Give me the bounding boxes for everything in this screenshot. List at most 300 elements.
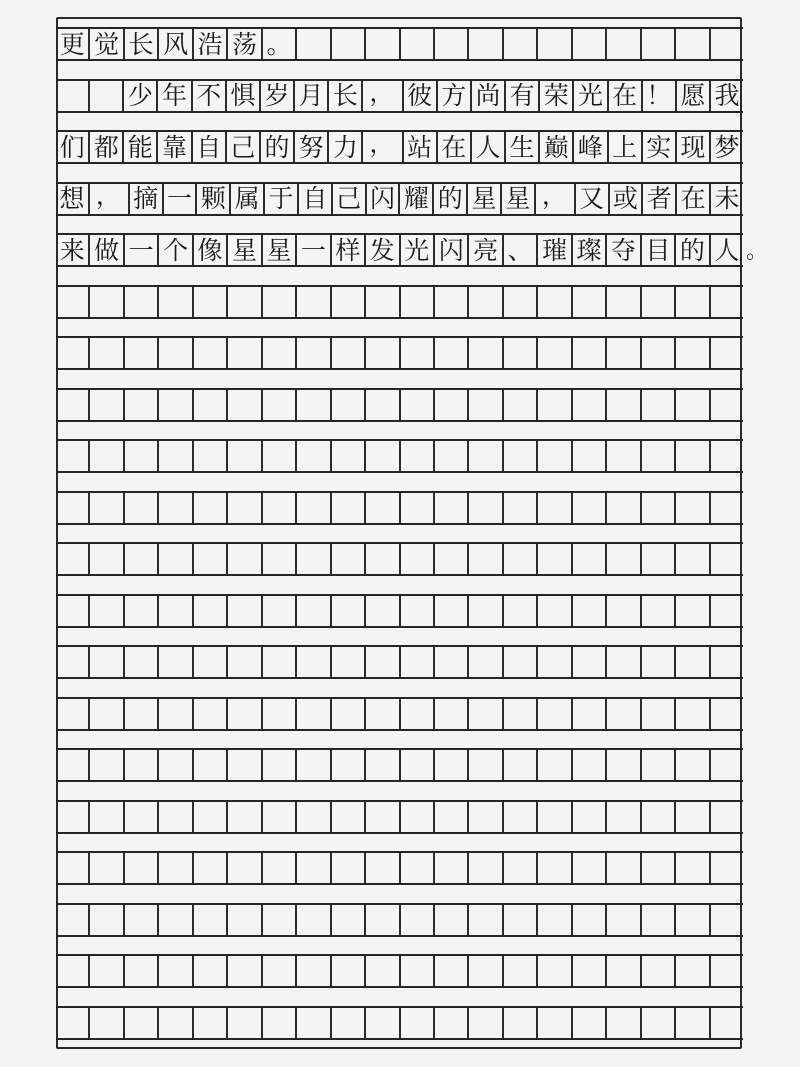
grid-cell: 靠 bbox=[158, 132, 192, 162]
grid-cell: 摘 bbox=[130, 184, 164, 214]
grid-cell bbox=[711, 493, 743, 523]
grid-cell bbox=[435, 750, 469, 780]
grid-cell bbox=[676, 493, 710, 523]
grid-cell bbox=[573, 905, 607, 935]
grid-cell bbox=[194, 647, 228, 677]
grid-cell bbox=[607, 853, 641, 883]
grid-cell: ， bbox=[90, 184, 130, 214]
grid-cell bbox=[401, 287, 435, 317]
grid-cell bbox=[435, 493, 469, 523]
grid-cell: 耀 bbox=[400, 184, 434, 214]
grid-row bbox=[56, 491, 743, 525]
grid-cell: 星 bbox=[228, 235, 262, 265]
grid-cell bbox=[90, 338, 124, 368]
grid-cell bbox=[607, 29, 641, 59]
grid-row bbox=[56, 285, 743, 319]
grid-cell bbox=[607, 596, 641, 626]
grid-cell bbox=[573, 29, 607, 59]
grid-cell bbox=[676, 287, 710, 317]
grid-cell bbox=[366, 544, 400, 574]
grid-cell bbox=[676, 956, 710, 986]
grid-cell bbox=[642, 287, 676, 317]
grid-cell bbox=[332, 29, 366, 59]
grid-cell bbox=[159, 338, 193, 368]
grid-cell: 长 bbox=[329, 81, 363, 111]
grid-cell: 夺 bbox=[607, 235, 641, 265]
grid-cell bbox=[676, 750, 710, 780]
grid-cell bbox=[711, 647, 743, 677]
grid-cell bbox=[538, 905, 572, 935]
grid-cell bbox=[573, 493, 607, 523]
grid-cell bbox=[194, 956, 228, 986]
grid-cell bbox=[573, 802, 607, 832]
grid-cell bbox=[90, 390, 124, 420]
grid-cell bbox=[194, 596, 228, 626]
grid-cell bbox=[469, 287, 503, 317]
grid-cell bbox=[194, 905, 228, 935]
grid-cell bbox=[711, 29, 743, 59]
grid-cell bbox=[297, 647, 331, 677]
grid-cell: 颗 bbox=[197, 184, 231, 214]
grid-cell bbox=[90, 802, 124, 832]
grid-cell bbox=[538, 596, 572, 626]
grid-cell: 长 bbox=[125, 29, 159, 59]
grid-cell bbox=[263, 441, 297, 471]
grid-cell bbox=[228, 1008, 262, 1038]
grid-row bbox=[56, 954, 743, 988]
grid-cell: 属 bbox=[231, 184, 265, 214]
grid-cell: 做 bbox=[90, 235, 124, 265]
grid-cell bbox=[159, 596, 193, 626]
grid-cell bbox=[711, 699, 743, 729]
grid-cell bbox=[366, 287, 400, 317]
grid-cell bbox=[607, 750, 641, 780]
grid-cell bbox=[435, 647, 469, 677]
grid-cell bbox=[228, 596, 262, 626]
grid-cell bbox=[56, 81, 90, 111]
grid-cell bbox=[711, 441, 743, 471]
grid-cell bbox=[538, 493, 572, 523]
grid-cell bbox=[435, 905, 469, 935]
grid-cell: 我 bbox=[714, 81, 740, 110]
grid-cell bbox=[435, 853, 469, 883]
grid-cell bbox=[159, 956, 193, 986]
grid-cell bbox=[90, 647, 124, 677]
grid-cell: 在 bbox=[438, 132, 472, 162]
grid-cell bbox=[228, 647, 262, 677]
grid-cell bbox=[332, 544, 366, 574]
grid-cell bbox=[401, 544, 435, 574]
grid-cell: 站 bbox=[404, 132, 438, 162]
overflow-period: 。 bbox=[746, 239, 769, 264]
grid-cell: 上 bbox=[609, 132, 643, 162]
grid-cell bbox=[332, 750, 366, 780]
grid-cell bbox=[401, 956, 435, 986]
grid-cell bbox=[435, 699, 469, 729]
grid-cell bbox=[538, 956, 572, 986]
grid-cell bbox=[642, 1008, 676, 1038]
grid-cell bbox=[366, 750, 400, 780]
grid-cell bbox=[469, 802, 503, 832]
grid-cell bbox=[469, 29, 503, 59]
grid-cell bbox=[228, 493, 262, 523]
grid-cell bbox=[504, 647, 538, 677]
grid-cell bbox=[607, 287, 641, 317]
grid-cell bbox=[366, 390, 400, 420]
grid-cell: 能 bbox=[124, 132, 158, 162]
grid-cell bbox=[332, 338, 366, 368]
grid-cell bbox=[90, 493, 124, 523]
grid-cell bbox=[125, 956, 159, 986]
grid-cell: 人 bbox=[472, 132, 506, 162]
grid-cell bbox=[332, 1008, 366, 1038]
grid-cell: 或 bbox=[610, 184, 644, 214]
grid-cell bbox=[607, 544, 641, 574]
grid-cell bbox=[366, 699, 400, 729]
grid-cell: 闪 bbox=[435, 235, 469, 265]
grid-cell: 者 bbox=[643, 184, 677, 214]
grid-cell: 愿 bbox=[677, 81, 711, 111]
grid-cell bbox=[56, 493, 90, 523]
grid-cell bbox=[297, 853, 331, 883]
grid-row bbox=[56, 645, 743, 679]
grid-cell: 梦 bbox=[714, 132, 740, 162]
grid-row bbox=[56, 439, 743, 473]
grid-cell bbox=[607, 647, 641, 677]
grid-cell bbox=[125, 338, 159, 368]
grid-cell bbox=[435, 287, 469, 317]
grid-cell bbox=[297, 699, 331, 729]
grid-cell bbox=[366, 802, 400, 832]
grid-cell bbox=[538, 802, 572, 832]
grid-cell: 星 bbox=[263, 235, 297, 265]
grid-cell bbox=[607, 905, 641, 935]
grid-cell bbox=[125, 853, 159, 883]
grid-cell bbox=[401, 905, 435, 935]
grid-cell bbox=[90, 699, 124, 729]
grid-cell bbox=[366, 853, 400, 883]
grid-cell bbox=[56, 1008, 90, 1038]
grid-row bbox=[56, 594, 743, 628]
grid-cell bbox=[676, 596, 710, 626]
grid-cell bbox=[194, 287, 228, 317]
grid-cell bbox=[366, 493, 400, 523]
grid-cell: 现 bbox=[677, 132, 711, 162]
grid-cell: 一 bbox=[125, 235, 159, 265]
grid-cell: 个 bbox=[159, 235, 193, 265]
grid-cell bbox=[366, 596, 400, 626]
grid-cell bbox=[125, 287, 159, 317]
grid-cell bbox=[159, 390, 193, 420]
grid-cell: ， bbox=[363, 132, 403, 162]
grid-cell: 力 bbox=[329, 132, 363, 162]
grid-cell bbox=[194, 699, 228, 729]
grid-cell bbox=[676, 699, 710, 729]
grid-cell bbox=[401, 853, 435, 883]
grid-cell bbox=[607, 338, 641, 368]
grid-cell bbox=[125, 1008, 159, 1038]
grid-cell bbox=[469, 596, 503, 626]
grid-cell bbox=[194, 750, 228, 780]
grid-cell bbox=[332, 956, 366, 986]
grid-cell bbox=[469, 338, 503, 368]
grid-cell: 来 bbox=[56, 235, 90, 265]
grid-cell bbox=[228, 338, 262, 368]
grid-cell: ！ bbox=[643, 81, 677, 111]
grid-cell bbox=[56, 750, 90, 780]
grid-row bbox=[56, 903, 743, 937]
grid-cell bbox=[573, 441, 607, 471]
grid-cell bbox=[125, 699, 159, 729]
grid-cell bbox=[711, 956, 743, 986]
grid-cell bbox=[711, 287, 743, 317]
grid-cell: 尚 bbox=[472, 81, 506, 111]
grid-cell bbox=[435, 802, 469, 832]
grid-cell bbox=[56, 853, 90, 883]
grid-cell: 在 bbox=[677, 184, 711, 214]
grid-cell bbox=[711, 544, 743, 574]
grid-cell bbox=[504, 29, 538, 59]
grid-cell bbox=[56, 699, 90, 729]
grid-cell bbox=[159, 699, 193, 729]
grid-cell bbox=[676, 853, 710, 883]
grid-cell bbox=[263, 647, 297, 677]
grid-cell bbox=[125, 493, 159, 523]
grid-cell bbox=[194, 853, 228, 883]
grid-cell bbox=[263, 956, 297, 986]
grid-cell bbox=[228, 905, 262, 935]
grid-cell bbox=[228, 287, 262, 317]
grid-cell bbox=[194, 544, 228, 574]
grid-cell bbox=[401, 441, 435, 471]
grid-cell bbox=[504, 390, 538, 420]
grid-cell bbox=[401, 493, 435, 523]
grid-cell bbox=[538, 29, 572, 59]
grid-cell bbox=[159, 853, 193, 883]
grid-cell: ， bbox=[536, 184, 576, 214]
grid-cell bbox=[401, 802, 435, 832]
grid-cell bbox=[469, 905, 503, 935]
grid-cell bbox=[297, 441, 331, 471]
grid-cell bbox=[228, 750, 262, 780]
grid-cell bbox=[607, 956, 641, 986]
grid-row bbox=[56, 79, 743, 113]
grid-cell bbox=[504, 493, 538, 523]
grid-cell bbox=[504, 905, 538, 935]
grid-cell bbox=[159, 750, 193, 780]
grid-cell bbox=[90, 853, 124, 883]
grid-cell: 样 bbox=[332, 235, 366, 265]
grid-cell: 闪 bbox=[367, 184, 401, 214]
grid-cell bbox=[125, 905, 159, 935]
grid-cell bbox=[642, 493, 676, 523]
grid-cell bbox=[642, 956, 676, 986]
grid-cell bbox=[125, 441, 159, 471]
grid-cell bbox=[573, 544, 607, 574]
grid-cell bbox=[159, 441, 193, 471]
grid-cell bbox=[642, 338, 676, 368]
grid-cell bbox=[676, 802, 710, 832]
grid-cell bbox=[469, 647, 503, 677]
grid-cell: 的 bbox=[261, 132, 295, 162]
grid-cell bbox=[642, 647, 676, 677]
grid-cell bbox=[263, 802, 297, 832]
grid-cell bbox=[676, 441, 710, 471]
grid-cell bbox=[125, 750, 159, 780]
grid-cell: 像 bbox=[194, 235, 228, 265]
grid-cell bbox=[263, 493, 297, 523]
grid-cell bbox=[435, 1008, 469, 1038]
grid-cell bbox=[711, 596, 743, 626]
grid-cell bbox=[56, 596, 90, 626]
grid-cell bbox=[573, 647, 607, 677]
grid-cell bbox=[90, 956, 124, 986]
grid-cell bbox=[504, 750, 538, 780]
grid-cell bbox=[711, 802, 743, 832]
grid-cell bbox=[573, 699, 607, 729]
grid-cell bbox=[435, 956, 469, 986]
grid-cell bbox=[435, 338, 469, 368]
grid-cell bbox=[642, 441, 676, 471]
grid-cell bbox=[435, 544, 469, 574]
grid-cell bbox=[125, 544, 159, 574]
grid-cell: 己 bbox=[227, 132, 261, 162]
grid-cell bbox=[401, 647, 435, 677]
grid-cell bbox=[504, 596, 538, 626]
grid-cell bbox=[504, 338, 538, 368]
grid-cell bbox=[263, 338, 297, 368]
grid-cell bbox=[538, 750, 572, 780]
grid-cell bbox=[90, 81, 124, 111]
grid-cell bbox=[711, 338, 743, 368]
grid-cell: 光 bbox=[401, 235, 435, 265]
grid-row bbox=[56, 388, 743, 422]
grid-cell bbox=[332, 596, 366, 626]
grid-cell bbox=[573, 287, 607, 317]
grid-cell: 亮 bbox=[469, 235, 503, 265]
grid-cell: 自 bbox=[299, 184, 333, 214]
grid-cell bbox=[435, 441, 469, 471]
grid-cell bbox=[676, 544, 710, 574]
grid-cell: 实 bbox=[643, 132, 677, 162]
grid-cell bbox=[194, 493, 228, 523]
grid-cell bbox=[263, 390, 297, 420]
grid-cell bbox=[504, 699, 538, 729]
grid-cell: 峰 bbox=[574, 132, 608, 162]
grid-cell bbox=[332, 802, 366, 832]
grid-cell bbox=[263, 905, 297, 935]
grid-cell bbox=[228, 802, 262, 832]
grid-cell: 不 bbox=[193, 81, 227, 111]
grid-cell: 生 bbox=[506, 132, 540, 162]
grid-cell bbox=[401, 390, 435, 420]
grid-cell bbox=[504, 1008, 538, 1038]
grid-cell bbox=[504, 853, 538, 883]
grid-cell: 努 bbox=[295, 132, 329, 162]
grid-cell bbox=[56, 287, 90, 317]
grid-cell bbox=[401, 1008, 435, 1038]
grid-cell bbox=[366, 956, 400, 986]
grid-cell bbox=[297, 1008, 331, 1038]
grid-cell bbox=[194, 1008, 228, 1038]
grid-cell: 光 bbox=[574, 81, 608, 111]
grid-row bbox=[56, 233, 743, 267]
grid-row bbox=[56, 1006, 743, 1040]
grid-cell bbox=[642, 596, 676, 626]
grid-cell bbox=[469, 1008, 503, 1038]
grid-cell bbox=[538, 853, 572, 883]
grid-cell bbox=[366, 1008, 400, 1038]
grid-cell bbox=[56, 647, 90, 677]
grid-cell bbox=[332, 647, 366, 677]
grid-cell bbox=[228, 956, 262, 986]
grid-cell bbox=[56, 956, 90, 986]
grid-cell bbox=[573, 956, 607, 986]
grid-row bbox=[56, 336, 743, 370]
grid-cell bbox=[573, 390, 607, 420]
grid-cell bbox=[366, 29, 400, 59]
grid-cell bbox=[366, 338, 400, 368]
grid-cell bbox=[194, 338, 228, 368]
grid-cell bbox=[504, 956, 538, 986]
grid-cell bbox=[711, 1008, 743, 1038]
grid-cell bbox=[297, 29, 331, 59]
grid-cell bbox=[435, 596, 469, 626]
grid-cell bbox=[676, 647, 710, 677]
grid-cell bbox=[263, 1008, 297, 1038]
grid-cell bbox=[159, 493, 193, 523]
grid-cell bbox=[56, 802, 90, 832]
grid-cell bbox=[401, 338, 435, 368]
grid-cell: 未 bbox=[714, 184, 740, 213]
grid-cell bbox=[194, 802, 228, 832]
grid-cell bbox=[56, 390, 90, 420]
grid-cell bbox=[90, 544, 124, 574]
grid-cell bbox=[573, 853, 607, 883]
grid-cell: 璀 bbox=[538, 235, 572, 265]
grid-cell bbox=[125, 802, 159, 832]
grid-row bbox=[56, 542, 743, 576]
grid-cell bbox=[159, 647, 193, 677]
grid-cell bbox=[504, 802, 538, 832]
grid-cell bbox=[711, 905, 743, 935]
grid-cell bbox=[56, 905, 90, 935]
grid-cell bbox=[56, 338, 90, 368]
grid-cell: 少 bbox=[124, 81, 158, 111]
grid-cell bbox=[538, 287, 572, 317]
grid-cell bbox=[366, 647, 400, 677]
grid-cell: 岁 bbox=[261, 81, 295, 111]
grid-cell: 自 bbox=[193, 132, 227, 162]
grid-cell bbox=[469, 750, 503, 780]
grid-cell bbox=[538, 441, 572, 471]
grid-cell: 方 bbox=[438, 81, 472, 111]
grid-cell bbox=[676, 338, 710, 368]
grid-cell: 月 bbox=[295, 81, 329, 111]
grid-cell bbox=[228, 853, 262, 883]
grid-cell bbox=[263, 853, 297, 883]
grid-cell bbox=[366, 441, 400, 471]
grid-cell: 。 bbox=[263, 29, 297, 59]
grid-cell bbox=[401, 29, 435, 59]
grid-cell bbox=[607, 441, 641, 471]
grid-cell bbox=[297, 338, 331, 368]
grid-cell bbox=[711, 750, 743, 780]
grid-cell bbox=[194, 390, 228, 420]
grid-cell bbox=[642, 29, 676, 59]
grid-cell bbox=[125, 390, 159, 420]
grid-cell bbox=[332, 390, 366, 420]
